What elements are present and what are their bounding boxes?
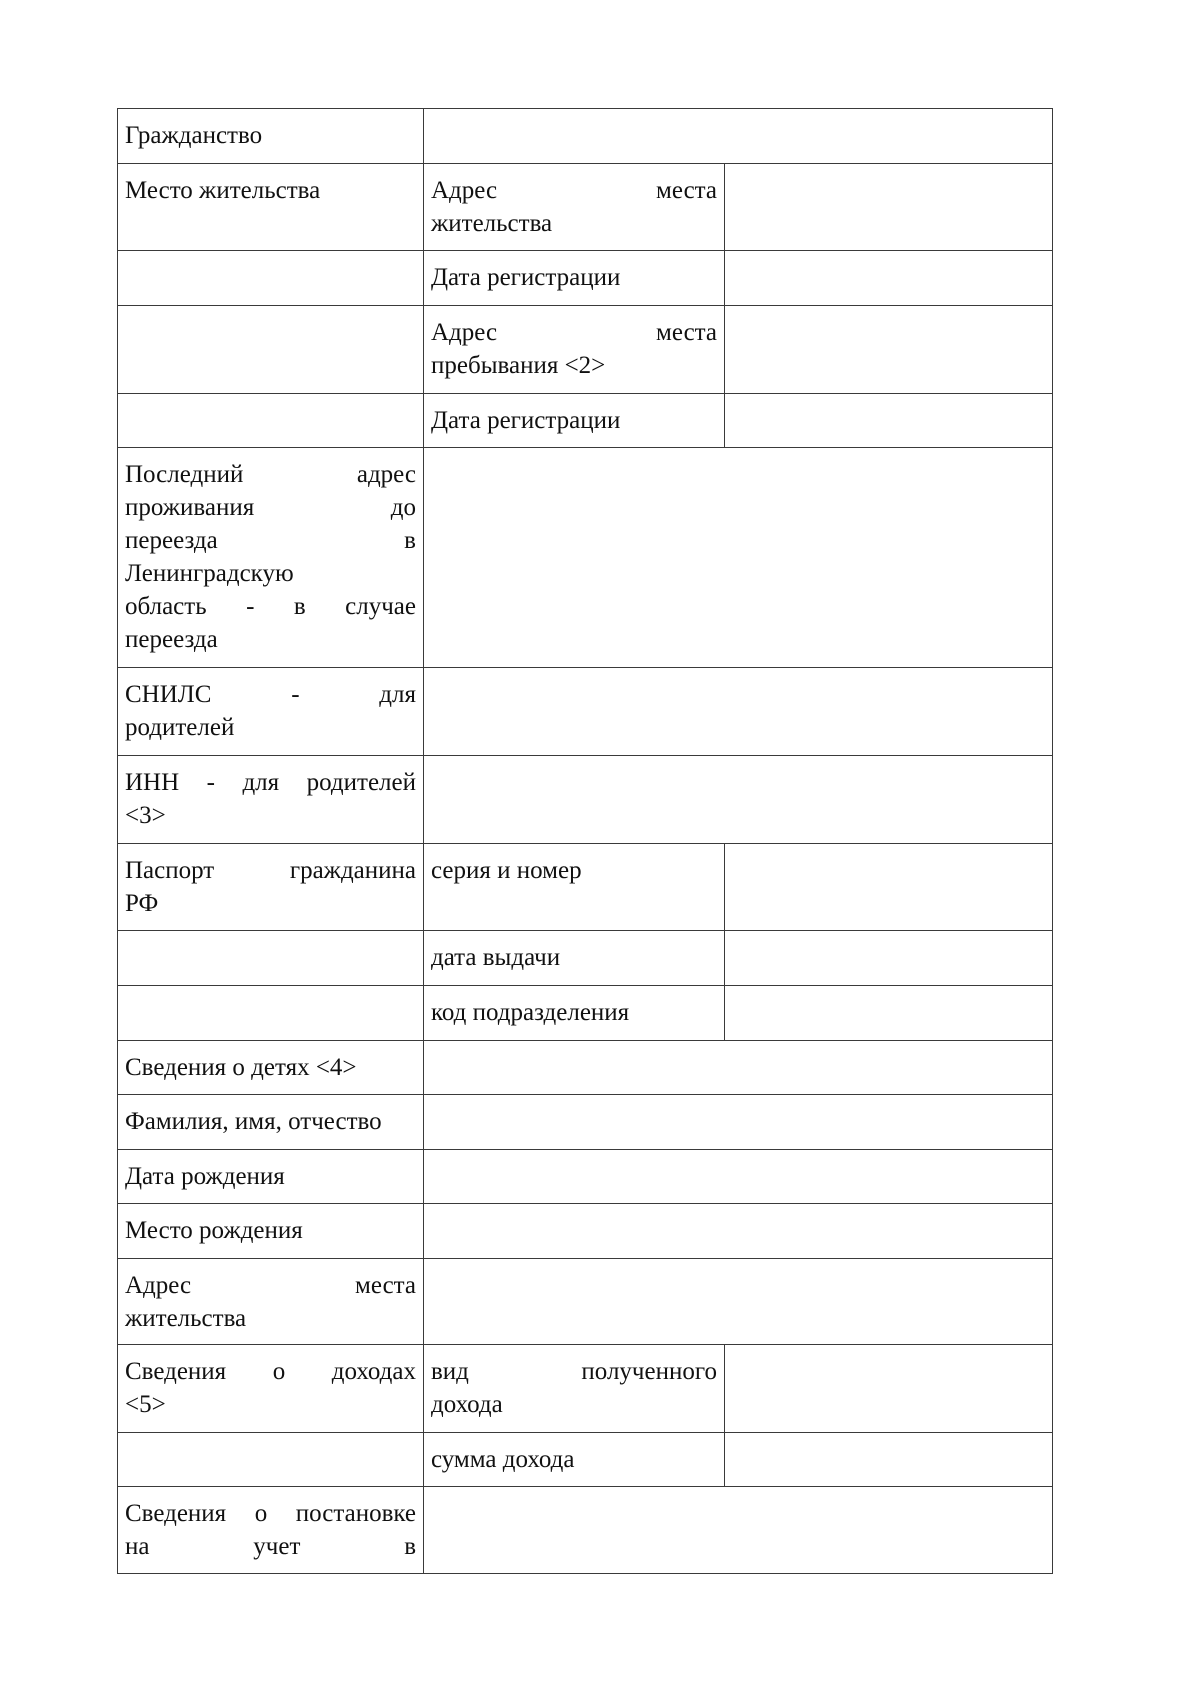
children-label-cell	[118, 1041, 424, 1095]
empty-label-cell	[118, 986, 424, 1041]
child-full-name-row	[118, 1095, 1053, 1150]
inn-line1: ИНН - для родителей	[125, 769, 416, 796]
passport-label-cell	[118, 844, 424, 931]
stay-address-label-line2: пребывания <2>	[431, 352, 606, 379]
last-address-line4: Ленинградскую	[125, 560, 294, 587]
last-address-value-cell[interactable]	[424, 448, 1053, 668]
child-full-name-value-cell[interactable]	[424, 1095, 1053, 1150]
snils-label-cell	[118, 668, 424, 756]
last-address-line2: проживания до	[125, 494, 416, 521]
inn-row	[118, 756, 1053, 844]
child-address-row	[118, 1259, 1053, 1345]
residence-label-cell	[118, 164, 424, 251]
child-birth-date-label-cell	[118, 1150, 424, 1204]
passport-division-code-row	[118, 986, 1053, 1041]
last-address-row	[118, 448, 1053, 668]
child-birth-place-row	[118, 1204, 1053, 1259]
issue-date-label: дата выдачи	[431, 944, 561, 971]
passport-issue-date-row	[118, 931, 1053, 986]
stay-registration-date-label-cell	[424, 394, 725, 448]
stay-address-row	[118, 306, 1053, 394]
series-number-label: серия и номер	[431, 857, 582, 884]
division-code-label: код подразделения	[431, 999, 630, 1026]
citizenship-label-cell	[118, 109, 424, 164]
last-address-label-cell	[118, 448, 424, 668]
income-type-row	[118, 1345, 1053, 1433]
residence-registration-date-row	[118, 251, 1053, 306]
stay-address-label-cell	[424, 306, 725, 394]
income-type-value-cell[interactable]	[725, 1345, 1053, 1433]
child-birth-date-row	[118, 1150, 1053, 1204]
residence-address-row	[118, 164, 1053, 251]
series-number-label-cell	[424, 844, 725, 931]
child-birth-date-label: Дата рождения	[125, 1163, 285, 1190]
income-type-label-cell	[424, 1345, 725, 1433]
inn-label-cell	[118, 756, 424, 844]
residence-address-value-cell[interactable]	[725, 164, 1053, 251]
income-label-cell	[118, 1345, 424, 1433]
citizenship-label: Гражданство	[125, 122, 263, 149]
last-address-line5: область - в случае	[125, 593, 416, 620]
last-address-line3: переезда в	[125, 527, 416, 554]
empty-label-cell	[118, 1433, 424, 1487]
registration-date-label-cell	[424, 251, 725, 306]
last-address-line1: Последний адрес	[125, 461, 416, 488]
snils-value-cell[interactable]	[424, 668, 1053, 756]
personal-data-form-table	[117, 108, 1053, 1574]
stay-registration-date-row	[118, 394, 1053, 448]
division-code-label-cell	[424, 986, 725, 1041]
children-label: Сведения о детях <4>	[125, 1054, 357, 1081]
income-amount-row	[118, 1433, 1053, 1487]
income-amount-value-cell[interactable]	[725, 1433, 1053, 1487]
last-address-line6: переезда	[125, 626, 218, 653]
empty-label-cell	[118, 394, 424, 448]
child-birth-place-label: Место рождения	[125, 1217, 303, 1244]
stay-address-label-line1: Адрес места	[431, 319, 717, 346]
registration-record-row	[118, 1487, 1053, 1574]
series-number-value-cell[interactable]	[725, 844, 1053, 931]
child-birth-place-label-cell	[118, 1204, 424, 1259]
inn-line2: <3>	[125, 802, 166, 829]
residence-address-label-line1: Адрес места	[431, 177, 717, 204]
income-line2: <5>	[125, 1391, 166, 1418]
child-full-name-label-cell	[118, 1095, 424, 1150]
children-row	[118, 1041, 1053, 1095]
income-line1: Сведения о доходах	[125, 1358, 416, 1385]
income-amount-label-cell	[424, 1433, 725, 1487]
issue-date-value-cell[interactable]	[725, 931, 1053, 986]
stay-registration-date-label: Дата регистрации	[431, 407, 621, 434]
child-address-label-cell	[118, 1259, 424, 1345]
inn-value-cell[interactable]	[424, 756, 1053, 844]
child-full-name-label: Фамилия, имя, отчество	[125, 1108, 382, 1135]
children-value-cell[interactable]	[424, 1041, 1053, 1095]
residence-label: Место жительства	[125, 177, 321, 204]
snils-row	[118, 668, 1053, 756]
registration-record-value-cell[interactable]	[424, 1487, 1053, 1574]
registration-date-label: Дата регистрации	[431, 264, 621, 291]
residence-address-label-line2: жительства	[431, 210, 553, 237]
registration-record-line2: на учет в	[125, 1533, 416, 1560]
residence-address-label-cell	[424, 164, 725, 251]
empty-label-cell	[118, 306, 424, 394]
stay-registration-date-value-cell[interactable]	[725, 394, 1053, 448]
child-birth-place-value-cell[interactable]	[424, 1204, 1053, 1259]
snils-line2: родителей	[125, 714, 235, 741]
passport-series-row	[118, 844, 1053, 931]
income-type-line2: дохода	[431, 1391, 503, 1418]
income-amount-label: сумма дохода	[431, 1446, 575, 1473]
registration-date-value-cell[interactable]	[725, 251, 1053, 306]
snils-line1: СНИЛС - для	[125, 681, 416, 708]
empty-label-cell	[118, 931, 424, 986]
registration-record-label-cell	[118, 1487, 424, 1574]
stay-address-value-cell[interactable]	[725, 306, 1053, 394]
child-birth-date-value-cell[interactable]	[424, 1150, 1053, 1204]
citizenship-value-cell[interactable]	[424, 109, 1053, 164]
registration-record-line1: Сведения о постановке	[125, 1500, 416, 1527]
child-address-value-cell[interactable]	[424, 1259, 1053, 1345]
empty-label-cell	[118, 251, 424, 306]
income-type-line1: вид полученного	[431, 1358, 717, 1385]
passport-line1: Паспорт гражданина	[125, 857, 416, 884]
passport-line2: РФ	[125, 890, 159, 917]
child-address-line1: Адрес места	[125, 1272, 416, 1299]
division-code-value-cell[interactable]	[725, 986, 1053, 1041]
citizenship-row	[118, 109, 1053, 164]
issue-date-label-cell	[424, 931, 725, 986]
child-address-line2: жительства	[125, 1305, 247, 1332]
